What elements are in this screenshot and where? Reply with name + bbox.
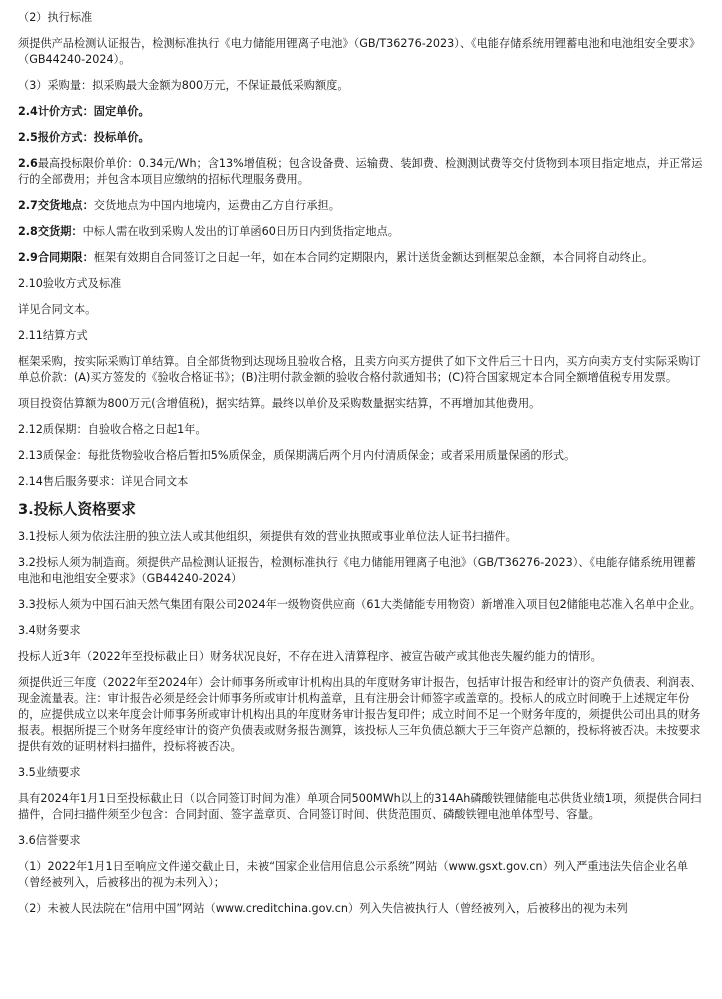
clause-2-5-quotation-method <box>18 130 704 146</box>
clause-label: 2.4计价方式：固定单价。 <box>18 105 150 118</box>
clause-body: 框架有效期自合同签订之日起一年，如在本合同约定期限内，累计送货金额达到框架总金额，本合同将自动终止。 <box>93 251 654 264</box>
clause-2-11-settlement-body: 框架采购，按实际采购订单结算。自全部货物到达现场且验收合格，且卖方向买方提供了如下文件后三十日内，买方向卖方支付实际采购订单总价款：(A)买方签发的《验收合格证书》；(B)注明付款金额的验收合格付款通知书；(C)符合国家规定本合同全额增值税专用发票。 <box>18 355 701 384</box>
clause-purchase-amount: （3）采购量：拟采购最大金额为800万元，不保证最低采购额度。 <box>18 79 349 92</box>
clause-label: 2.6 <box>18 157 38 170</box>
clause-2-10-acceptance-heading: 2.10验收方式及标准 <box>18 277 122 290</box>
clause-3-6-credit-item-1: （1）2022年1月1日至响应文件递交截止日，未被“国家企业信用信息公示系统”网站（www.gsxt.gov.cn）列入严重违法失信企业名单（曾经被列入，后被移出的视为未列入）； <box>18 860 689 889</box>
clause-2-7-delivery-location <box>18 198 704 214</box>
clause-3-4-financial-heading: 3.4财务要求 <box>18 624 81 637</box>
clause-label: 2.7交货地点： <box>18 199 94 212</box>
clause-2-12-warranty-period: 2.12质保期：自验收合格之日起1年。 <box>18 423 207 436</box>
clause-3-2-manufacturer: 3.2投标人须为制造商。须提供产品检测认证报告，检测标准执行《电力储能用锂离子电池》（GB/T36276-2023）、《电能存储系统用锂蓄电池和电池组安全要求》（GB44240-2024） <box>18 556 696 585</box>
clause-3-4-financial-status: 投标人近3年（2022年至投标截止日）财务状况良好，不存在进入清算程序、被宣告破产或其他丧失履约能力的情形。 <box>18 650 602 663</box>
clause-2-11-settlement-heading: 2.11结算方式 <box>18 329 88 342</box>
clause-3-1-legal-entity: 3.1投标人须为依法注册的独立法人或其他组织，须提供有效的营业执照或事业单位法人证书扫描件。 <box>18 530 517 543</box>
clause-2-8-delivery-period <box>18 224 704 240</box>
clause-3-6-credit-item-2: （2）未被人民法院在“信用中国”网站（www.creditchina.gov.cn）列入失信被执行人（曾经被列入，后被移出的视为未列 <box>18 902 628 915</box>
clause-body: 交货地点为中国内地境内，运费由乙方自行承担。 <box>93 199 340 212</box>
clause-3-5-performance-body: 具有2024年1月1日至投标截止日（以合同签订时间为准）单项合同500MWh以上的314Ah磷酸铁锂储能电芯供货业绩1项，须提供合同扫描件，合同扫描件须至少包含：合同封面、签字盖章页、合同签订时间、供货范围页、磷酸铁锂电池单体型号、容量。 <box>18 792 702 821</box>
clause-3-3-supplier-list: 3.3投标人须为中国石油天然气集团有限公司2024年一级物资供应商（61大类储能专用物资）新增准入项目包2储能电芯准入名单中企业。 <box>18 598 701 611</box>
clause-label: 2.9合同期限： <box>18 251 94 264</box>
clause-3-5-performance-heading: 3.5业绩要求 <box>18 766 81 779</box>
clause-2-6-max-bid-price <box>18 156 704 188</box>
clause-label: 2.5报价方式：投标单价。 <box>18 131 150 144</box>
clause-execution-standard: 须提供产品检测认证报告，检测标准执行《电力储能用锂离子电池》（GB/T36276-2023）、《电能存储系统用锂蓄电池和电池组安全要求》（GB44240-2024）。 <box>18 37 701 66</box>
clause-2-9-contract-period <box>18 250 704 266</box>
clause-label: 2.8交货期： <box>18 225 83 238</box>
section-heading-bidder-qualifications: 3.投标人资格要求 <box>18 501 136 518</box>
clause-2-14-after-sales: 2.14售后服务要求：详见合同文本 <box>18 475 189 488</box>
clause-2-10-acceptance-body: 详见合同文本。 <box>18 303 97 316</box>
clause-2-13-warranty-deposit: 2.13质保金：每批货物验收合格后暂扣5%质保金，质保期满后两个月内付清质保金；或者采用质量保函的形式。 <box>18 449 576 462</box>
clause-2-4-pricing-method <box>18 104 704 120</box>
clause-investment-estimate: 项目投资估算额为800万元(含增值税)，据实结算。最终以单价及采购数量据实结算，不再增加其他费用。 <box>18 397 541 410</box>
clause-execution-standard-heading: （2）执行标准 <box>18 11 93 24</box>
clause-body: 中标人需在收到采购人发出的订单函60日历日内到货指定地点。 <box>82 225 399 238</box>
clause-body: 最高投标限价单价：0.34元/Wh；含13%增值税；包含设备费、运输费、装卸费、检测测试费等交付货物到本项目指定地点，并正常运行的全部费用；并包含本项目应缴纳的招标代理服务费用。 <box>18 157 703 186</box>
clause-3-4-audit-reports: 须提供近三年度（2022年至2024年）会计师事务所或审计机构出具的年度财务审计报告，包括审计报告和经审计的资产负债表、利润表、现金流量表。注：审计报告必须是经会计师事务所或审计机构盖章，且有注册会计师签字或盖章的。投标人的成立时间晚于上述规定年份的，应提供成立以来年度会计师事务所或审计机构出具的年度财务审计报告复印件；成立时间不足一个财务年度的，须提供公司出具的财务报表。根据所提三个财务年度经审计的资产负债表或财务报告测算，该投标人三年负债总额大于三年资产总额的，投标将被否决。未按要求提供有效的证明材料扫描件，投标将被否决。 <box>18 676 702 753</box>
clause-3-6-credit-heading: 3.6信誉要求 <box>18 834 81 847</box>
